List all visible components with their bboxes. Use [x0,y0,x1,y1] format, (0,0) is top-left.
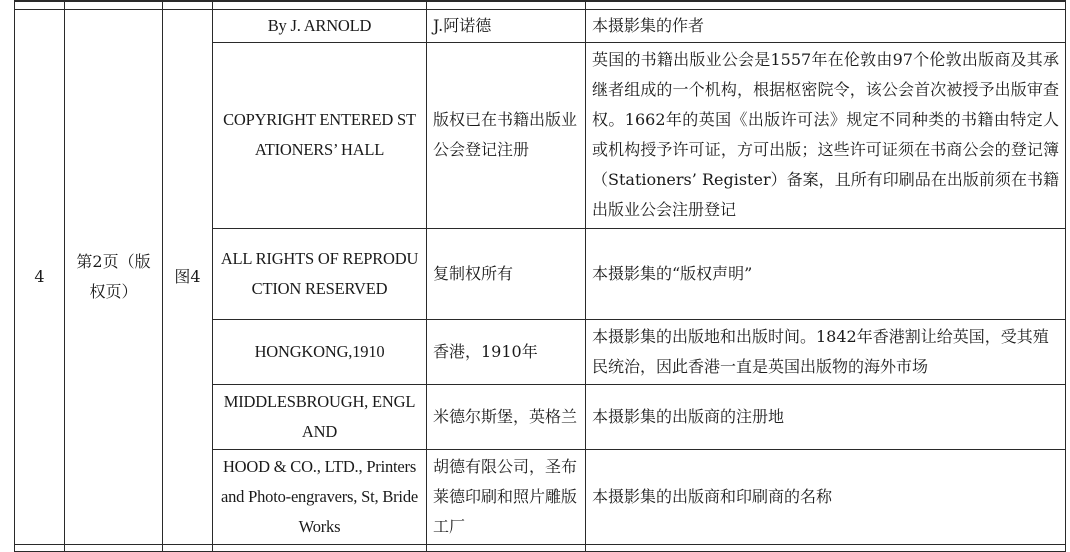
cell [586,544,1066,551]
cell [65,1,163,9]
cell [163,1,213,9]
table-row-next [15,544,1066,551]
note-text: 本摄影集的“版权声明” [586,228,1066,319]
cell [213,544,427,551]
note-text: 本摄影集的出版地和出版时间。1842年香港割让给英国，受其殖民统治，因此香港一直是英国出版物的海外市场 [586,319,1066,384]
cell [213,1,427,9]
original-text: By J. ARNOLD [213,9,427,42]
original-text: HOOD & CO., LTD., Printers and Photo-engravers, St, Bride Works [213,449,427,544]
note-text: 本摄影集的作者 [586,9,1066,42]
page-label: 第2页（版权页） [76,251,151,301]
note-text: 英国的书籍出版业公会是1557年在伦敦由97个伦敦出版商及其承继者组成的一个机构，根据枢密院令，该公会首次被授予出版审查权。1662年的英国《出版许可法》规定不同种类的书籍由特定人或机构授予许可证，方可出版；这些许可证须在书商公会的登记簿（Stationers’ Register）备案，且所有印刷品在出版前须在书籍出版业公会注册登记 [586,42,1066,228]
translation-text: J.阿诺德 [427,9,586,42]
cell [586,1,1066,9]
cell [65,544,163,551]
original-text: HONGKONG,1910 [213,319,427,384]
cell [427,1,586,9]
translation-text: 胡德有限公司，圣布莱德印刷和照片雕版工厂 [427,449,586,544]
figure-cell: 图4 [163,9,213,544]
cell [15,544,65,551]
table-row [15,9,1066,42]
translation-text: 版权已在书籍出版业公会登记注册 [427,42,586,228]
original-text: MIDDLESBROUGH, ENGLAND [213,384,427,449]
table-row-previous [15,1,1066,9]
original-text: COPYRIGHT ENTERED STATIONERS’ HALL [213,42,427,228]
cell [15,1,65,9]
original-text: ALL RIGHTS OF REPRODUCTION RESERVED [213,228,427,319]
translation-text: 香港，1910年 [427,319,586,384]
note-text: 本摄影集的出版商的注册地 [586,384,1066,449]
note-text: 本摄影集的出版商和印刷商的名称 [586,449,1066,544]
translation-text: 复制权所有 [427,228,586,319]
row-number: 4 [15,9,65,544]
cell [163,544,213,551]
translation-table [14,0,1066,552]
cell [427,544,586,551]
translation-text: 米德尔斯堡，英格兰 [427,384,586,449]
page-cell [65,9,163,544]
